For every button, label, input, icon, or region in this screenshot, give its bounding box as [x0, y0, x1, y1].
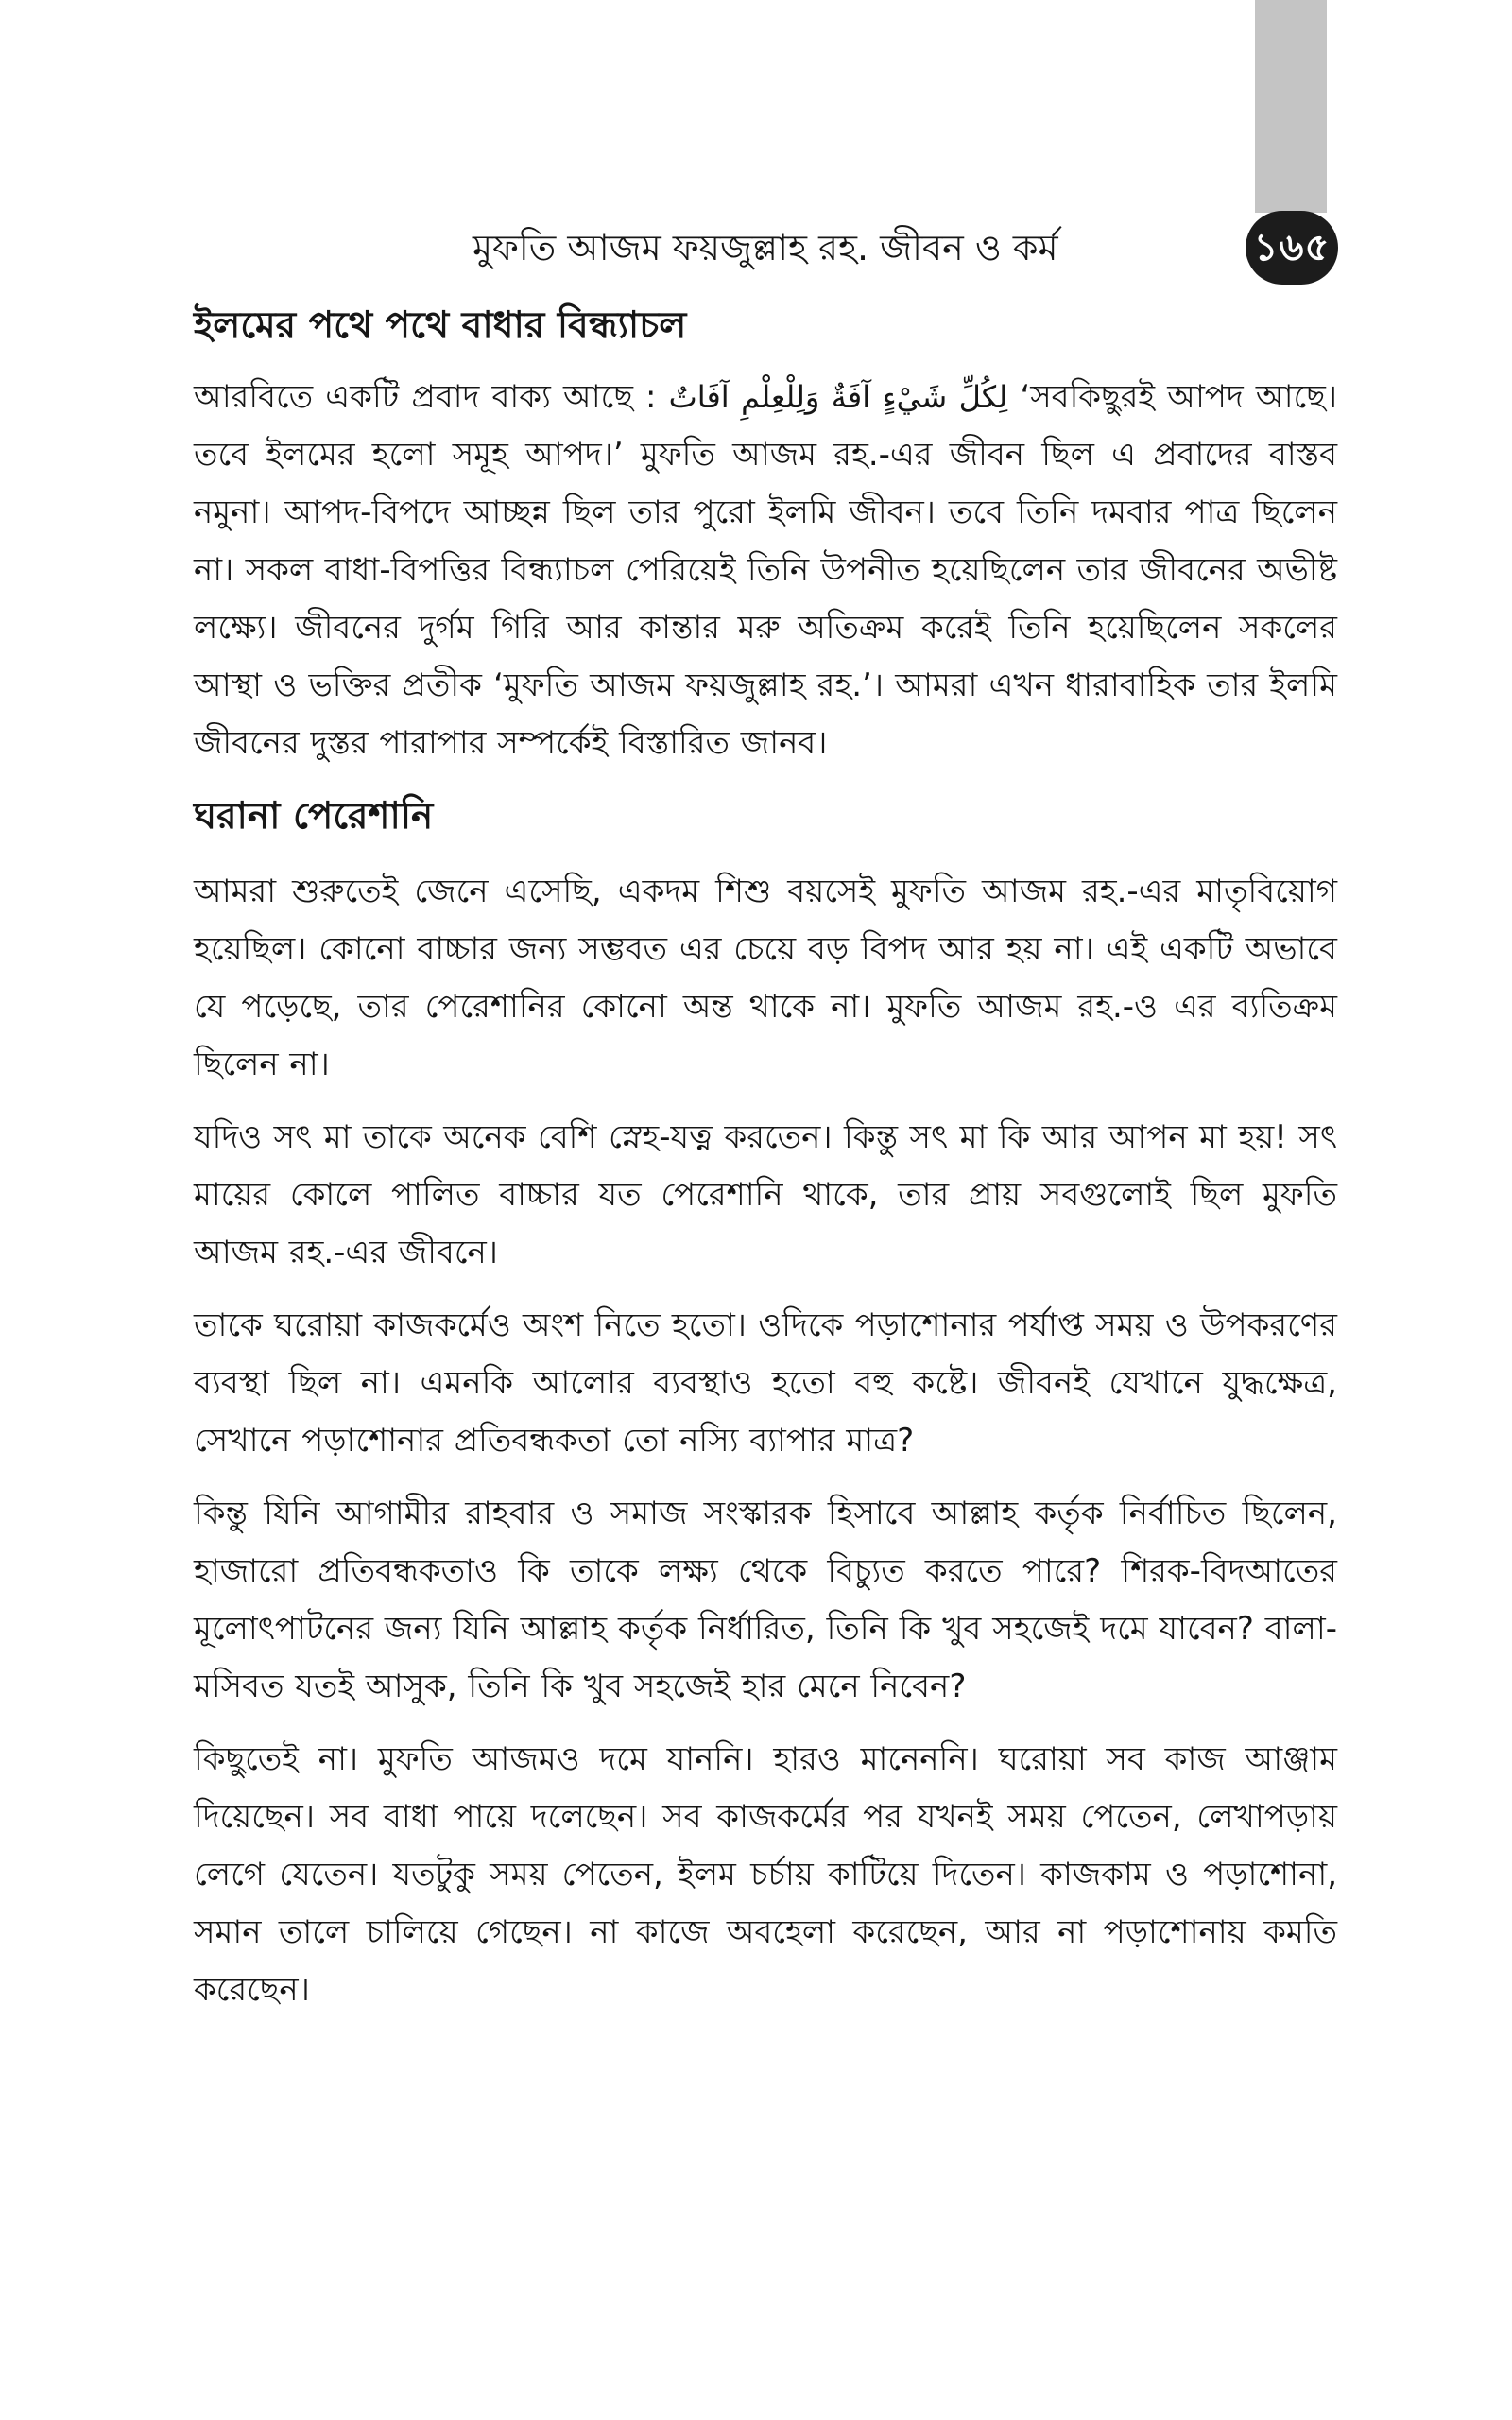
paragraph: আমরা শুরুতেই জেনে এসেছি, একদম শিশু বয়সেই মুফতি আজম রহ.-এর মাতৃবিয়োগ হয়েছিল। কোনো বাচ্চার জন্য সম্ভবত এর চেয়ে বড় বিপদ আর হয় না। এই একটি অভাবে যে পড়েছে, তার পেরেশানির কোনো অন্ত থাকে না। মুফতি আজম রহ.-ও এর ব্যতিক্রম ছিলেন না।: [194, 873, 1337, 1083]
page-body: [194, 299, 1337, 2019]
paragraph-rest: ‘সবকিছুরই আপদ আছে। তবে ইলমের হলো সমূহ আপদ।’ মুফতি আজম রহ.-এর জীবন ছিল এ প্রবাদের বাস্তব নমুনা। আপদ-বিপদে আচ্ছন্ন ছিল তার পুরো ইলমি জীবন। তবে তিনি দমবার পাত্র ছিলেন না। সকল বাধা-বিপত্তির বিন্ধ্যাচল পেরিয়েই তিনি উপনীত হয়েছিলেন তার জীবনের অভীষ্ট লক্ষ্যে। জীবনের দুর্গম গিরি আর কান্তার মরু অতিক্রম করেই তিনি হয়েছিলেন সকলের আস্থা ও ভক্তির প্রতীক ‘মুফতি আজম ফয়জুল্লাহ রহ.’। আমরা এখন ধারাবাহিক তার ইলমি জীবনের দুস্তর পারাপার সম্পর্কেই বিস্তারিত জানব।: [194, 378, 1337, 762]
arabic-proverb: لِكُلِّ شَيْءٍ آفَةٌ وَلِلْعِلْمِ آفَاتٌ: [668, 379, 1008, 415]
paragraph: যদিও সৎ মা তাকে অনেক বেশি স্নেহ-যত্ন করতেন। কিন্তু সৎ মা কি আর আপন মা হয়! সৎ মায়ের কোলে পালিত বাচ্চার যত পেরেশানি থাকে, তার প্রায় সবগুলোই ছিল মুফতি আজম রহ.-এর জীবনে।: [194, 1118, 1337, 1271]
paragraph-ilm-intro: [194, 369, 1337, 772]
section-heading-ilm: ইলমের পথে পথে বাধার বিন্ধ্যাচল: [194, 304, 687, 347]
running-header: মুফতি আজম ফয়জুল্লাহ রহ. জীবন ও কর্ম: [472, 227, 1058, 268]
paragraph: তাকে ঘরোয়া কাজকর্মেও অংশ নিতে হতো। ওদিকে পড়াশোনার পর্যাপ্ত সময় ও উপকরণের ব্যবস্থা ছিল না। এমনকি আলোর ব্যবস্থাও হতো বহু কষ্টে। জীবনই যেখানে যুদ্ধক্ষেত্র, সেখানে পড়াশোনার প্রতিবন্ধকতা তো নস্যি ব্যাপার মাত্র?: [194, 1306, 1337, 1460]
page-edge-tab: [1255, 0, 1327, 213]
page-number-badge: ১৬৫: [1246, 211, 1338, 285]
paragraph: কিন্তু যিনি আগামীর রাহবার ও সমাজ সংস্কারক হিসাবে আল্লাহ কর্তৃক নির্বাচিত ছিলেন, হাজারো প্রতিবন্ধকতাও কি তাকে লক্ষ্য থেকে বিচ্যুত করতে পারে? শিরক-বিদআতের মূলোৎপাটনের জন্য যিনি আল্লাহ কর্তৃক নির্ধারিত, তিনি কি খুব সহজেই দমে যাবেন? বালা-মসিবত যতই আসুক, তিনি কি খুব সহজেই হার মেনে নিবেন?: [194, 1495, 1337, 1705]
paragraph: কিছুতেই না। মুফতি আজমও দমে যাননি। হারও মানেননি। ঘরোয়া সব কাজ আঞ্জাম দিয়েছেন। সব বাধা পায়ে দলেছেন। সব কাজকর্মের পর যখনই সময় পেতেন, লেখাপড়ায় লেগে যেতেন। যতটুকু সময় পেতেন, ইলম চর্চায় কাটিয়ে দিতেন। কাজকাম ও পড়াশোনা, সমান তালে চালিয়ে গেছেন। না কাজে অবহেলা করেছেন, আর না পড়াশোনায় কমতি করেছেন।: [194, 1740, 1337, 2009]
paragraph-lead: আরবিতে একটি প্রবাদ বাক্য আছে :: [194, 378, 669, 416]
section-heading-gharana: ঘরানা পেরেশানি: [194, 795, 434, 838]
